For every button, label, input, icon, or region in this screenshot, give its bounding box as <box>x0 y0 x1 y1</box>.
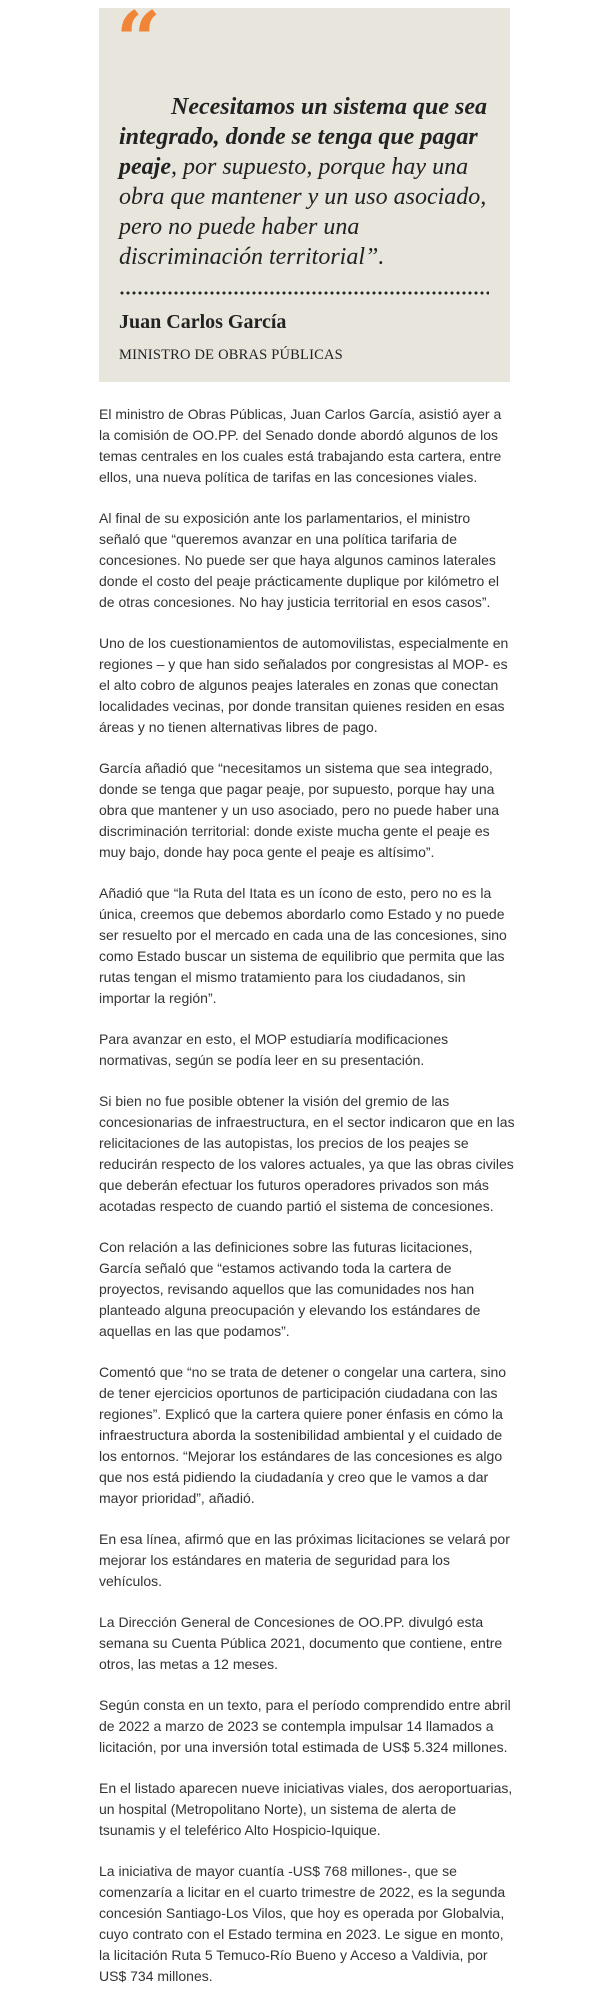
quote-author-name: Juan Carlos García <box>119 311 287 333</box>
article-paragraph: Al final de su exposición ante los parlamentarios, el ministro señaló que “queremos avanzar en una política tarifaria de concesiones. No puede ser que haya algunos caminos laterales donde el costo del peaje prácticamente duplique por kilómetro el de otras concesiones. No hay justicia territorial en esos casos”. <box>99 510 500 610</box>
dotted-divider <box>119 291 489 295</box>
article-paragraph: En el listado aparecen nueve iniciativas viales, dos aeroportuarias, un hospital (Metropolitano Norte), un sistema de alerta de tsunamis y el teleférico Alto Hospicio-Iquique. <box>99 1780 513 1838</box>
article-paragraph: En esa línea, afirmó que en las próximas licitaciones se velará por mejorar los estándares en materia de seguridad para los vehículos. <box>99 1531 510 1589</box>
article-paragraph: García añadió que “necesitamos un sistema que sea integrado, donde se tenga que pagar peaje, por supuesto, porque hay una obra que mantener y un uso asociado, pero no puede haber una discriminación territorial: donde existe mucha gente el peaje es muy bajo, donde hay poca gente el peaje es altísimo”. <box>99 760 500 860</box>
article-paragraph: Añadió que “la Ruta del Itata es un ícono de esto, pero no es la única, creemos que debemos abordarlo como Estado y no puede ser resuelto por el mercado en cada una de las concesiones, sino como Estado buscar un sistema de equilibrio que permita que las rutas tengan el mismo tratamiento para los ciudadanos, sin importar la región”. <box>99 885 507 1006</box>
article-paragraph: La iniciativa de mayor cuantía -US$ 768 millones-, que se comenzaría a licitar en el cuarto trimestre de 2022, es la segunda concesión Santiago-Los Vilos, que hoy es operada por Globalvia, cuyo contrato con el Estado termina en 2023. Le sigue en monto, la licitación Ruta 5 Temuco-Río Bueno y Acceso a Valdivia, por US$ 734 millones. <box>99 1863 506 1984</box>
quote-rest-text: , por supuesto, porque hay una obra que mantener y un uso asociado, pero no puede haber una discriminación territorial”. <box>119 154 487 270</box>
quote-bold-text: Necesitamos un sistema que sea integrado, donde se tenga que pagar peaje <box>119 94 487 180</box>
quote-author-role: MINISTRO DE OBRAS PÚBLICAS <box>119 347 343 363</box>
pull-quote-box <box>99 0 510 382</box>
article-body <box>99 404 515 2007</box>
article-paragraph: Si bien no fue posible obtener la visión del gremio de las concesionarias de infraestructura, en el sector indicaron que en las relicitaciones de las autopistas, los precios de los peajes se reducirán respecto de los valores actuales, ya que las obras civiles que deberán efectuar los futuros operadores privados son más acotadas respecto de cuando partió el sistema de concesiones. <box>99 1093 515 1214</box>
article-paragraph: Uno de los cuestionamientos de automovilistas, especialmente en regiones – y que han sido señalados por congresistas al MOP- es el alto cobro de algunos peajes laterales en zonas que conectan localidades vecinas, por donde transitan quienes residen en esas áreas y no tienen alternativas libres de pago. <box>99 635 509 735</box>
quote-text <box>119 92 499 272</box>
article-paragraph: Con relación a las definiciones sobre las futuras licitaciones, García señaló que “estamos activando toda la cartera de proyectos, revisando aquellos que las comunidades nos han planteado alguna preocupación y elevando los estándares de aquellas en las que podamos”. <box>99 1239 481 1339</box>
article-paragraph: Según consta en un texto, para el período comprendido entre abril de 2022 a marzo de 2023 se contempla impulsar 14 llamados a licitación, por una inversión total estimada de US$ 5.324 millones. <box>99 1697 511 1755</box>
article-paragraph: La Dirección General de Concesiones de OO.PP. divulgó esta semana su Cuenta Pública 2021, documento que contiene, entre otros, las metas a 12 meses. <box>99 1614 503 1672</box>
article-paragraph: El ministro de Obras Públicas, Juan Carlos García, asistió ayer a la comisión de OO.PP. del Senado donde abordó algunos de los temas centrales en los cuales está trabajando esta cartera, entre ellos, una nueva política de tarifas en las concesiones viales. <box>99 406 502 485</box>
article-paragraph: Comentó que “no se trata de detener o congelar una cartera, sino de tener ejercicios oportunos de participación ciudadana con las regiones”. Explicó que la cartera quiere poner énfasis en cómo la infraestructura aborda la sostenibilidad ambiental y el cuidado de los entornos. “Mejorar los estándares de las concesiones es algo que nos está pidiendo la ciudadanía y creo que le vamos a dar mayor prioridad”, añadió. <box>99 1364 507 1506</box>
quote-mark-icon: “ <box>116 0 161 86</box>
article-paragraph: Para avanzar en esto, el MOP estudiaría modificaciones normativas, según se podía leer en su presentación. <box>99 1031 449 1068</box>
